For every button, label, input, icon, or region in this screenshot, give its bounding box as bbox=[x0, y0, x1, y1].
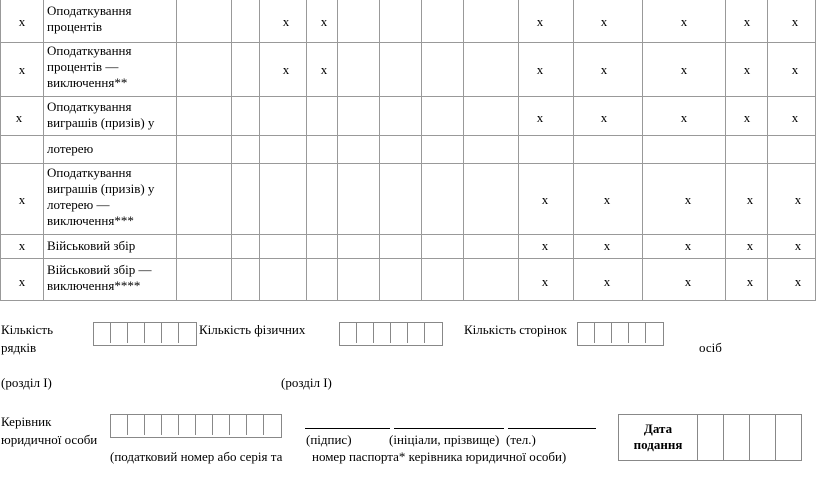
rows-count-label-2: рядків bbox=[1, 340, 37, 355]
row-1-mark: x bbox=[18, 14, 26, 29]
signature-caption: (підпис) bbox=[306, 432, 352, 447]
row-1-cell-mark: x bbox=[743, 14, 751, 29]
date-cell[interactable] bbox=[724, 415, 750, 460]
row-6-cell-mark: x bbox=[541, 238, 549, 253]
row-7-cell-mark: x bbox=[746, 274, 754, 289]
row-2-cell-mark: x bbox=[791, 62, 799, 77]
row-7-label-line-1: Військовий збір — bbox=[47, 262, 152, 277]
row-5-label-line-3: лотерею — bbox=[47, 197, 110, 212]
row-1-cell-mark: x bbox=[600, 14, 608, 29]
row-6-mark: x bbox=[18, 238, 26, 253]
row-7-cell-mark: x bbox=[684, 274, 692, 289]
tax-number-caption: (податковий номер або серія та bbox=[110, 449, 283, 464]
row-2-cell-mark: x bbox=[600, 62, 608, 77]
rows-count-label: Кількість bbox=[1, 322, 54, 337]
date-cell[interactable] bbox=[750, 415, 776, 460]
initials-line[interactable] bbox=[394, 428, 504, 429]
row-6-cell-mark: x bbox=[794, 238, 802, 253]
tax-number-caption-2: номер паспорта* керівника юридичної особи) bbox=[312, 449, 567, 464]
phone-caption: (тел.) bbox=[506, 432, 536, 447]
submission-date-label bbox=[619, 415, 698, 460]
row-1-cell-mark: x bbox=[320, 14, 328, 29]
row-1-cell-mark: x bbox=[282, 14, 290, 29]
pages-count-boxes[interactable] bbox=[577, 322, 664, 346]
row-2-mark: x bbox=[18, 62, 26, 77]
row-1-cell-mark: x bbox=[680, 14, 688, 29]
initials-caption: (ініціали, прізвище) bbox=[389, 432, 500, 447]
row-2-label-line-3: виключення** bbox=[47, 75, 128, 90]
row-3-cell-mark: x bbox=[791, 110, 799, 125]
date-cell[interactable] bbox=[698, 415, 724, 460]
submission-date-label-line-1: Дата bbox=[643, 421, 673, 436]
row-6-cell-mark: x bbox=[746, 238, 754, 253]
row-7-cell-mark: x bbox=[794, 274, 802, 289]
submission-date-box[interactable] bbox=[618, 414, 802, 461]
row-2-cell-mark: x bbox=[536, 62, 544, 77]
row-1-label-line-2: процентів bbox=[47, 19, 103, 34]
row-3-cell-mark: x bbox=[600, 110, 608, 125]
row-5-cell-mark: x bbox=[541, 192, 549, 207]
row-7-cell-mark: x bbox=[603, 274, 611, 289]
row-3-label-line-2: виграшів (призів) у bbox=[47, 115, 155, 130]
row-5-cell-mark: x bbox=[794, 192, 802, 207]
submission-date-label-line-2: подання bbox=[633, 437, 683, 452]
section-1-note-b: (розділ І) bbox=[281, 375, 332, 390]
persons-count-boxes[interactable] bbox=[339, 322, 443, 346]
row-7-mark: x bbox=[18, 274, 26, 289]
rows-count-boxes[interactable] bbox=[93, 322, 197, 346]
row-2-cell-mark: x bbox=[680, 62, 688, 77]
row-3-mark: x bbox=[15, 110, 23, 125]
row-2-cell-mark: x bbox=[282, 62, 290, 77]
row-2-cell-mark: x bbox=[320, 62, 328, 77]
row-2-label-line-2: процентів — bbox=[47, 59, 119, 74]
row-5-label-line-1: Оподаткування bbox=[47, 165, 132, 180]
row-2-cell-mark: x bbox=[743, 62, 751, 77]
row-2-label-line-1: Оподаткування bbox=[47, 43, 132, 58]
date-cell[interactable] bbox=[776, 415, 801, 460]
head-label: Керівник bbox=[1, 414, 52, 429]
row-5-label-line-2: виграшів (призів) у bbox=[47, 181, 155, 196]
persons-count-label-2: осіб bbox=[699, 340, 722, 355]
signature-line[interactable] bbox=[305, 428, 390, 429]
row-5-cell-mark: x bbox=[746, 192, 754, 207]
row-3-cell-mark: x bbox=[536, 110, 544, 125]
row-3-label-line-1: Оподаткування bbox=[47, 99, 132, 114]
tax-number-boxes[interactable] bbox=[110, 414, 282, 438]
row-5-cell-mark: x bbox=[603, 192, 611, 207]
pages-count-label: Кількість сторінок bbox=[464, 322, 567, 337]
row-3-cell-mark: x bbox=[680, 110, 688, 125]
phone-line[interactable] bbox=[508, 428, 596, 429]
row-5-cell-mark: x bbox=[684, 192, 692, 207]
row-6-cell-mark: x bbox=[603, 238, 611, 253]
row-6-label: Військовий збір bbox=[47, 238, 136, 253]
row-1-cell-mark: x bbox=[791, 14, 799, 29]
persons-count-label: Кількість фізичних bbox=[199, 322, 306, 337]
row-1-label-line-1: Оподаткування bbox=[47, 3, 132, 18]
row-5-label-line-4: виключення*** bbox=[47, 213, 134, 228]
row-5-mark: x bbox=[18, 192, 26, 207]
row-7-label-line-2: виключення**** bbox=[47, 278, 141, 293]
row-1-cell-mark: x bbox=[536, 14, 544, 29]
head-label-2: юридичної особи bbox=[1, 432, 98, 447]
row-3-cell-mark: x bbox=[743, 110, 751, 125]
row-4-label: лотерею bbox=[47, 141, 94, 156]
row-7-cell-mark: x bbox=[541, 274, 549, 289]
section-1-note-a: (розділ І) bbox=[1, 375, 52, 390]
row-6-cell-mark: x bbox=[684, 238, 692, 253]
